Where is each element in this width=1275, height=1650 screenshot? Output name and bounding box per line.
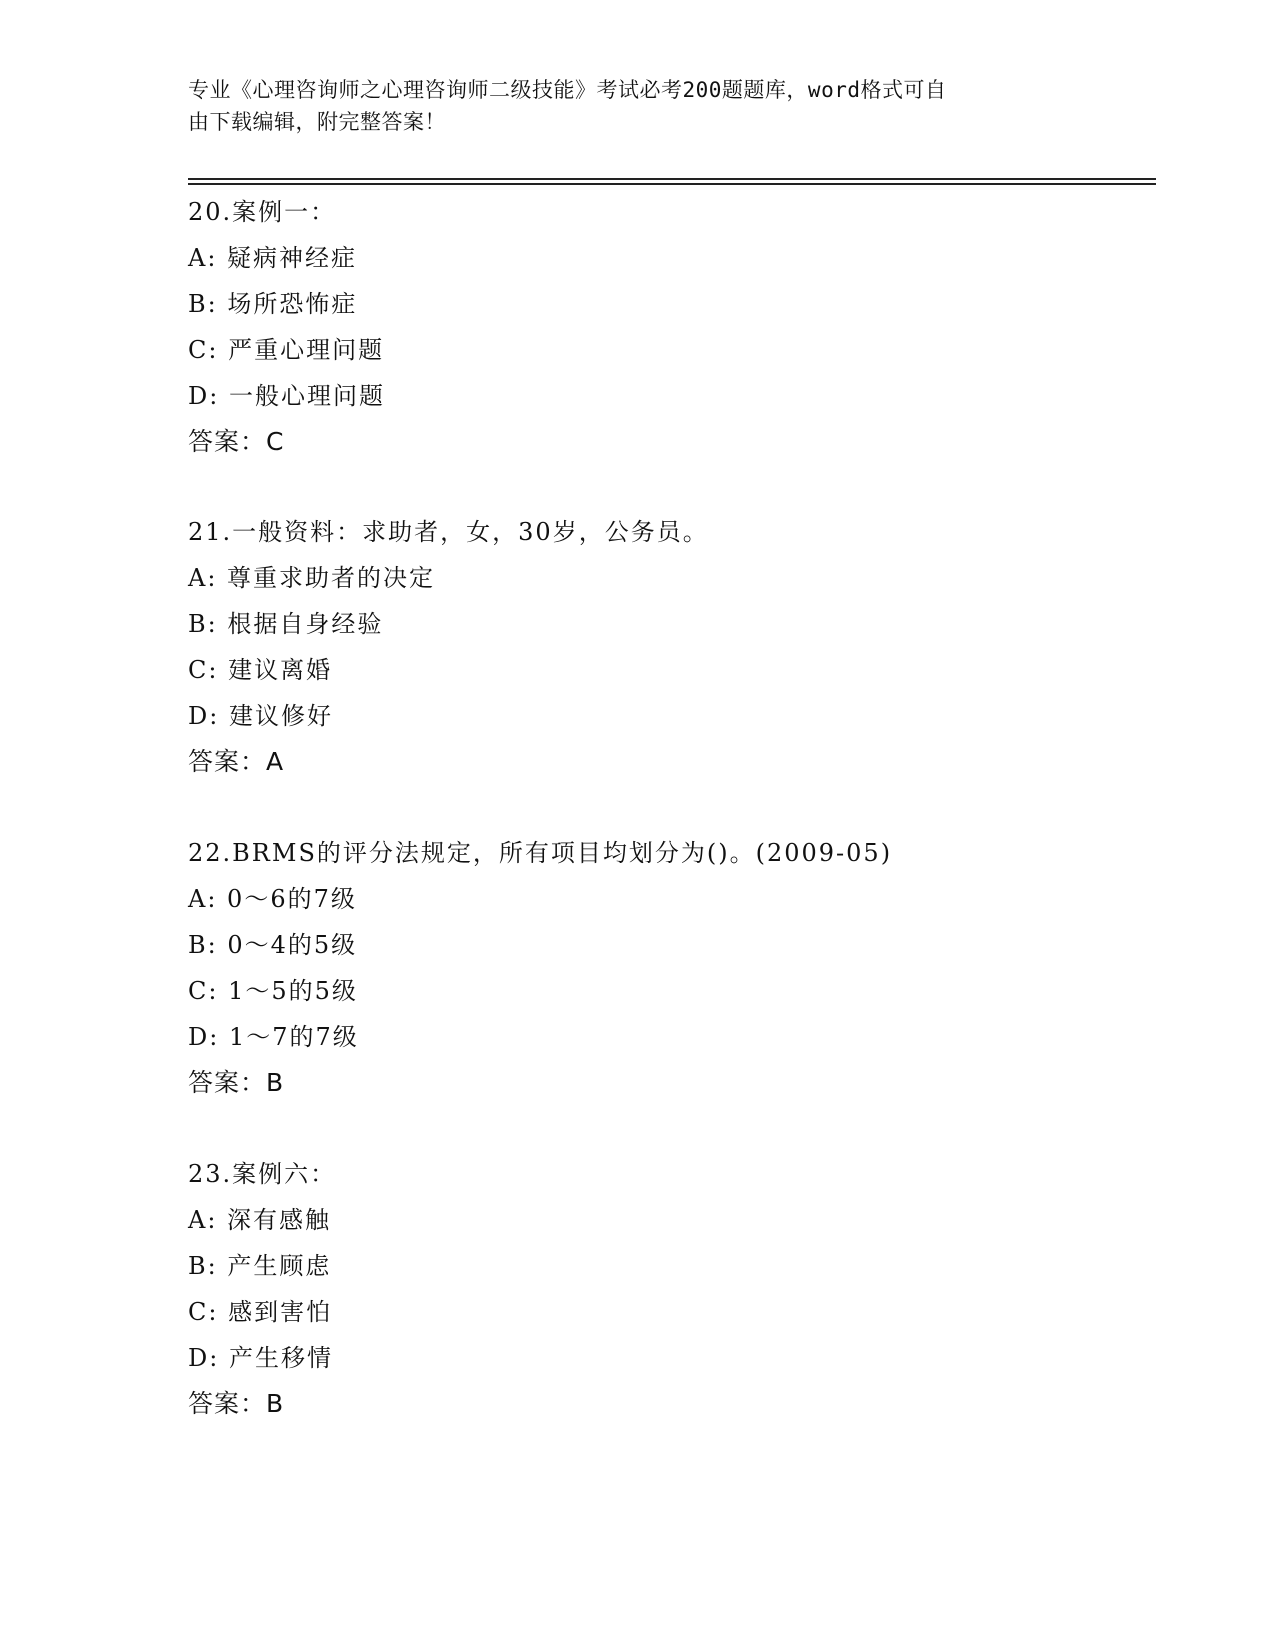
option-a: A: 疑病神经症 <box>188 244 358 272</box>
question-21 <box>188 509 1148 785</box>
option-a: A: 深有感触 <box>188 1206 332 1234</box>
header-line-2: 由下载编辑，附完整答案！ <box>188 110 446 134</box>
option-c: C: 1～5的5级 <box>188 977 358 1005</box>
option-a: A: 0～6的7级 <box>188 885 357 913</box>
answer-line: 答案：C <box>188 427 285 456</box>
option-d: D: 一般心理问题 <box>188 382 385 410</box>
option-a: A: 尊重求助者的决定 <box>188 564 436 592</box>
option-b: B: 0～4的5级 <box>188 931 358 959</box>
answer-line: 答案：B <box>188 1068 285 1097</box>
option-b: B: 根据自身经验 <box>188 610 384 638</box>
question-22 <box>188 830 1148 1106</box>
question-stem: 21.一般资料：求助者，女，30岁，公务员。 <box>188 518 709 546</box>
option-d: D: 产生移情 <box>188 1344 333 1372</box>
answer-line: 答案：B <box>188 1389 285 1418</box>
question-stem: 22.BRMS的评分法规定，所有项目均划分为()。(2009-05) <box>188 839 893 867</box>
option-c: C: 感到害怕 <box>188 1298 333 1326</box>
question-20 <box>188 189 1148 465</box>
question-stem: 20.案例一： <box>188 198 337 226</box>
document-header <box>188 74 1088 138</box>
option-b: B: 场所恐怖症 <box>188 290 358 318</box>
question-23 <box>188 1151 1148 1427</box>
question-stem: 23.案例六： <box>188 1160 337 1188</box>
header-line-1: 专业《心理咨询师之心理咨询师二级技能》考试必考200题题库，word格式可自 <box>188 78 947 102</box>
option-c: C: 建议离婚 <box>188 656 333 684</box>
header-divider-top <box>188 178 1156 180</box>
option-d: D: 1～7的7级 <box>188 1023 359 1051</box>
option-c: C: 严重心理问题 <box>188 336 385 364</box>
option-b: B: 产生顾虑 <box>188 1252 332 1280</box>
option-d: D: 建议修好 <box>188 702 333 730</box>
header-divider-bottom <box>188 183 1156 185</box>
answer-line: 答案：A <box>188 747 285 776</box>
